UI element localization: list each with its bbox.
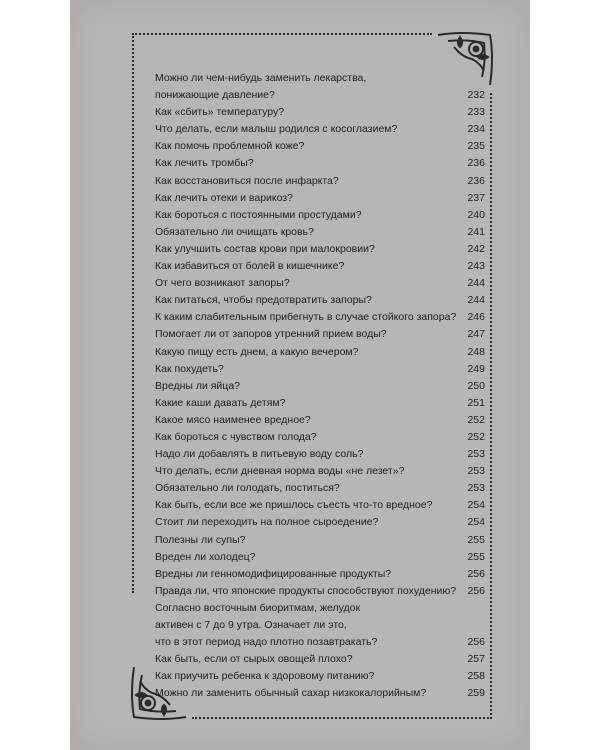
toc-entry xyxy=(155,685,485,702)
toc-entry-page: 236 xyxy=(467,174,485,187)
toc-entry-title: Вредны ли генномодифицированные продукты? xyxy=(155,567,392,580)
toc-entry xyxy=(155,463,485,480)
toc-entry-title: Как приучить ребенка к здоровому питанию? xyxy=(155,670,375,683)
toc-entry xyxy=(155,275,485,292)
toc-entry-title: Что делать, если малыш родился с косоглазием? xyxy=(155,123,398,136)
toc-entry-page: 234 xyxy=(467,123,485,136)
toc-entry xyxy=(155,446,485,463)
toc-entry-page: 253 xyxy=(467,448,485,461)
toc-entry xyxy=(155,190,485,207)
toc-entry xyxy=(155,429,485,446)
toc-entry-page: 252 xyxy=(467,413,485,426)
toc-entry-title: Какую пищу есть днем, а какую вечером? xyxy=(155,345,359,358)
toc-entry xyxy=(155,668,485,685)
toc-entry-title: Как похудеть? xyxy=(155,362,224,375)
toc-entry-title: Как улучшить состав крови при малокровии? xyxy=(155,242,375,255)
toc-entry-title: Как быть, если все же пришлось съесть что-то вредное? xyxy=(155,499,433,512)
toc-entry-title: Как быть, если от сырых овощей плохо? xyxy=(155,653,353,666)
toc-entry xyxy=(155,378,485,395)
toc-entry xyxy=(155,412,485,429)
toc-entry-page: 253 xyxy=(467,482,485,495)
toc-entry-title: Правда ли, что японские продукты способствуют похудению? xyxy=(155,584,457,597)
toc-entry xyxy=(155,292,485,309)
toc-entry-page: 242 xyxy=(467,242,485,255)
toc-entry xyxy=(155,70,485,104)
toc-entry-page: 233 xyxy=(467,106,485,119)
toc-entry xyxy=(155,395,485,412)
toc-entry-page: 257 xyxy=(467,653,485,666)
toc-entry-title: Как питаться, чтобы предотвратить запоры? xyxy=(155,294,372,307)
toc-entry-page: 255 xyxy=(467,550,485,563)
toc-entry xyxy=(155,549,485,566)
toc-entry-page: 249 xyxy=(467,362,485,375)
toc-entry xyxy=(155,224,485,241)
toc-entry-title: Как избавиться от болей в кишечнике? xyxy=(155,260,345,273)
toc-entry-title: Помогает ли от запоров утренний прием воды? xyxy=(155,328,387,341)
toc-entry-page: 237 xyxy=(467,191,485,204)
toc-entry-title: Как восстановиться после инфаркта? xyxy=(155,174,339,187)
toc-entry xyxy=(155,121,485,138)
toc-entry-page: 256 xyxy=(467,584,485,597)
toc-entry-page: 250 xyxy=(467,379,485,392)
toc-entry xyxy=(155,361,485,378)
dotted-border-left xyxy=(132,33,134,593)
toc-entry-title: Согласно восточным биоритмам, желудок активен с 7 до 9 утра. Означает ли это, что в этот период надо плотно позавтракать? xyxy=(155,601,378,649)
toc-entry-page: 244 xyxy=(467,277,485,290)
toc-entry xyxy=(155,241,485,258)
toc-entry xyxy=(155,344,485,361)
toc-entry-title: Что делать, если дневная норма воды «не лезет»? xyxy=(155,465,405,478)
book-page xyxy=(70,0,530,750)
toc-entry-title: Как лечить тромбы? xyxy=(155,157,254,170)
toc-entry xyxy=(155,566,485,583)
table-of-contents xyxy=(155,70,485,702)
toc-entry-page: 236 xyxy=(467,157,485,170)
toc-entry-title: Полезны ли супы? xyxy=(155,533,246,546)
toc-entry xyxy=(155,497,485,514)
toc-entry-title: Обязательно ли очищать кровь? xyxy=(155,225,314,238)
toc-entry xyxy=(155,480,485,497)
toc-entry xyxy=(155,155,485,172)
toc-entry-page: 251 xyxy=(467,396,485,409)
toc-entry xyxy=(155,207,485,224)
toc-entry-title: Как «сбить» температуру? xyxy=(155,106,285,119)
toc-entry-page: 255 xyxy=(467,533,485,546)
toc-entry-title: Надо ли добавлять в питьевую воду соль? xyxy=(155,448,364,461)
dotted-border-top xyxy=(132,33,432,35)
toc-entry xyxy=(155,258,485,275)
toc-entry xyxy=(155,138,485,155)
toc-entry xyxy=(155,104,485,121)
toc-entry-title: Какие каши давать детям? xyxy=(155,396,286,409)
toc-entry-title: К каким слабительным прибегнуть в случае стойкого запора? xyxy=(155,311,457,324)
toc-entry xyxy=(155,583,485,600)
toc-entry-page: 253 xyxy=(467,465,485,478)
toc-entry-page: 235 xyxy=(467,140,485,153)
toc-entry xyxy=(155,309,485,326)
toc-entry-title: Какое мясо наименее вредное? xyxy=(155,413,311,426)
toc-entry xyxy=(155,173,485,190)
toc-entry-title: Вреден ли холодец? xyxy=(155,550,256,563)
toc-entry xyxy=(155,651,485,668)
toc-entry xyxy=(155,600,485,651)
toc-entry-page: 244 xyxy=(467,294,485,307)
toc-entry-title: От чего возникают запоры? xyxy=(155,277,290,290)
toc-entry-page: 240 xyxy=(467,208,485,221)
toc-entry-page: 259 xyxy=(467,687,485,700)
toc-entry-page: 241 xyxy=(467,225,485,238)
toc-entry-title: Обязательно ли голодать, поститься? xyxy=(155,482,340,495)
toc-entry-title: Как бороться с чувством голода? xyxy=(155,430,317,443)
toc-entry-title: Как лечить отеки и варикоз? xyxy=(155,191,294,204)
dotted-border-right xyxy=(490,93,492,719)
toc-entry-title: Можно ли чем-нибудь заменить лекарства, понижающие давление? xyxy=(155,72,367,102)
toc-entry-page: 256 xyxy=(467,567,485,580)
dotted-border-bottom xyxy=(192,717,492,719)
toc-entry xyxy=(155,532,485,549)
toc-entry-page: 248 xyxy=(467,345,485,358)
toc-entry-title: Как помочь проблемной коже? xyxy=(155,140,305,153)
toc-entry-page: 254 xyxy=(467,499,485,512)
toc-entry-page: 232 xyxy=(467,89,485,102)
toc-entry-page: 243 xyxy=(467,260,485,273)
toc-entry-page: 252 xyxy=(467,430,485,443)
toc-entry xyxy=(155,514,485,531)
toc-entry-title: Можно ли заменить обычный сахар низкокалорийным? xyxy=(155,687,427,700)
toc-entry-page: 246 xyxy=(467,311,485,324)
toc-entry-title: Вредны ли яйца? xyxy=(155,379,240,392)
toc-entry-page: 256 xyxy=(467,636,485,649)
toc-entry-title: Как бороться с постоянными простудами? xyxy=(155,208,362,221)
toc-entry-page: 258 xyxy=(467,670,485,683)
toc-entry xyxy=(155,326,485,343)
toc-entry-title: Стоит ли переходить на полное сыроедение? xyxy=(155,516,379,529)
toc-entry-page: 247 xyxy=(467,328,485,341)
toc-entry-page: 254 xyxy=(467,516,485,529)
